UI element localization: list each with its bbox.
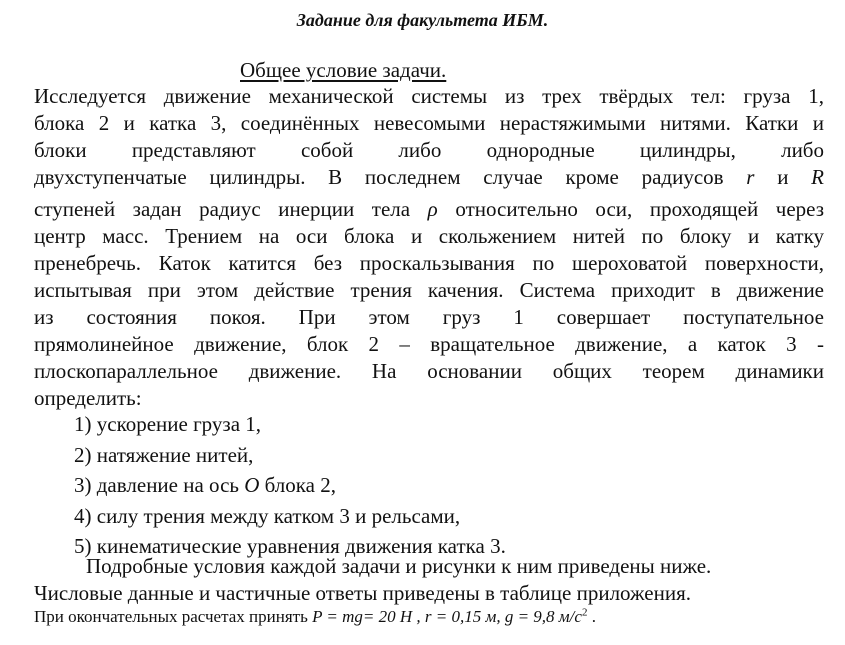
note-line-2: Числовые данные и частичные ответы приведены в таблице приложения. xyxy=(34,581,691,605)
symbol-R: R xyxy=(811,165,824,189)
list-item: 4) силу трения между катком 3 и рельсами, xyxy=(74,503,461,528)
text: ступеней задан радиус инерции тела xyxy=(34,197,411,221)
list-item xyxy=(74,470,506,501)
text: и xyxy=(777,165,789,189)
paragraph-line-2: блока 2 и катка 3, соединённых невесомыми нерастяжимыми нитями. Катки и xyxy=(34,111,824,135)
section-title: Общее условие задачи. xyxy=(240,58,447,82)
task-list xyxy=(74,409,506,562)
note-line-1: Подробные условия каждой задачи и рисунки к ним приведены ниже. xyxy=(86,554,712,578)
list-item: 1) ускорение груза 1, xyxy=(74,412,262,436)
text: относительно оси, проходящей через xyxy=(455,197,825,221)
paragraph-line-6: центр масс. Трением на оси блока и скольжением нитей по блоку и катку xyxy=(34,224,824,248)
paragraph-line-10: прямолинейное движение, блок 2 – вращательное движение, а каток 3 - xyxy=(34,332,824,356)
final-prefix: При окончательных расчетах принять xyxy=(34,607,308,626)
list-item: 5) кинематические уравнения движения катка 3. xyxy=(74,534,506,558)
exponent: 2 xyxy=(581,606,588,619)
paragraph-line-9: из состояния покоя. При этом груз 1 совершает поступательное xyxy=(34,305,824,329)
assignment-header: Задание для факультета ИБМ. xyxy=(296,10,549,30)
text: блока 2, xyxy=(264,473,336,497)
paragraph-line-7: пренебречь. Каток катится без проскальзывания по шероховатой поверхности, xyxy=(34,251,824,275)
text: 3) давление на ось xyxy=(74,473,239,497)
paragraph-line-12: определить: xyxy=(34,386,142,410)
paragraph-line-4 xyxy=(34,164,824,191)
symbol-r: r xyxy=(746,165,755,189)
paragraph-line-3: блоки представляют собой либо однородные цилиндры, либо xyxy=(34,138,824,162)
paragraph-line-11: плоскопараллельное движение. На основании общих теорем динамики xyxy=(34,359,824,383)
paragraph-line-1: Исследуется движение механической системы из трех твёрдых тел: груза 1, xyxy=(34,84,824,108)
final-formula: P = mg= 20 Н , r = 0,15 м, g = 9,8 м/с xyxy=(312,607,582,626)
paragraph-line-8: испытывая при этом действие трения качения. Система приходит в движение xyxy=(34,278,824,302)
list-item: 2) натяжение нитей, xyxy=(74,442,254,467)
final-values xyxy=(34,607,596,627)
symbol-rho: ρ xyxy=(427,197,438,221)
paragraph-line-5 xyxy=(34,196,824,223)
symbol-O: O xyxy=(244,473,260,497)
final-suffix: . xyxy=(591,607,596,626)
text: двухступенчатые цилиндры. В последнем случае кроме радиусов xyxy=(34,165,724,189)
